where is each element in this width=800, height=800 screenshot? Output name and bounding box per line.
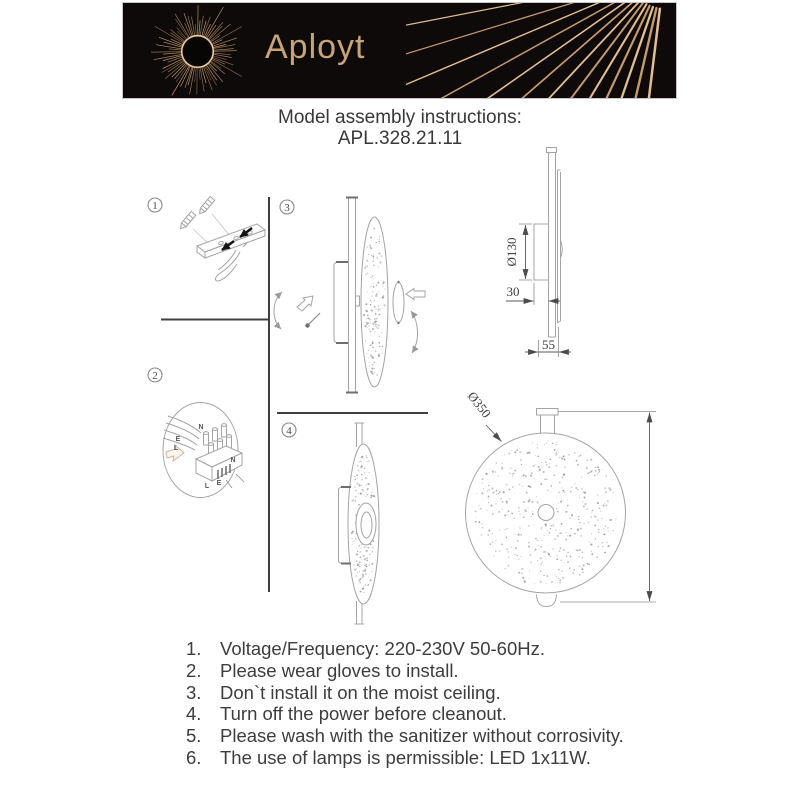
page-title: Model assembly instructions: [278,107,522,128]
step1-panel [148,196,265,281]
step2-badge [148,368,162,382]
wire-label-n-right: N [230,457,236,464]
disc-hole-oval [361,512,372,538]
instruction-text: Please wash with the sanitizer without corrosivity. [220,725,624,747]
instruction-item [186,747,706,769]
wall-anchor-1 [178,211,195,230]
wire-label-n-top: N [198,424,204,431]
step1-badge [148,198,162,212]
rotate-bracket-arrow-icon [274,292,282,329]
dimension-label-30: 30 [506,284,520,299]
wire-label-e-bottom: E [216,480,222,487]
dimension-shade-diameter [465,389,502,442]
front-view-dimension-drawing [465,389,656,607]
terminal-block [196,424,244,488]
push-direction-arrow-icon [406,289,425,300]
shade-center-hole [538,505,554,521]
side-view-dimension-drawing [504,148,571,358]
step3-panel [274,197,425,393]
instruction-number: 5. [186,725,202,747]
dimension-label-350: Ø350 [464,388,495,421]
instructions-list [186,638,706,769]
instruction-item [186,703,706,725]
instruction-number: 1. [186,638,202,659]
instruction-text: Voltage/Frequency: 220-230V 50-60Hz. [220,638,545,659]
step4-number: 4 [286,425,292,437]
instruction-number: 4. [186,703,202,725]
instruction-number: 6. [186,746,202,768]
lamp-side-profile [534,148,562,338]
instruction-text: Don`t install it on the moist ceiling. [220,681,501,703]
step4-panel [282,423,379,624]
instruction-number: 3. [186,681,202,703]
step3-badge [280,200,294,214]
instruction-text: Please wear gloves to install. [220,659,459,681]
anchor-guide-line-2 [212,214,230,236]
instruction-number: 2. [186,659,202,681]
wall-anchor-2 [197,196,214,215]
instruction-text: Turn off the power before cleanout. [220,703,507,725]
diffuser-disc-side [361,217,388,387]
supply-wires [163,416,204,450]
instruction-item [186,725,706,747]
dimension-label-55: 55 [542,337,555,352]
model-code: APL.328.21.11 [337,128,463,149]
instruction-item [186,660,706,682]
mounting-bracket-drawing [197,224,265,258]
brand-name: Aployt [265,28,366,66]
dimension-label-130: Ø130 [504,237,519,267]
dimension-mount-depth [506,283,560,305]
wire-label-l-left: L [173,445,179,452]
step4-badge [282,423,296,437]
step2-panel [148,368,244,498]
anchor-guide-line-1 [193,229,208,243]
step1-number: 1 [152,200,158,212]
mount-bracket-side [334,262,348,343]
decor-ring-side [393,281,404,324]
instruction-item [186,682,706,704]
rotate-ring-arrow-icon [411,311,418,353]
lamp-front-stem [537,409,559,435]
small-direction-arrow-icon [297,296,313,311]
step2-number: 2 [152,370,158,382]
wire-label-e-left: E [175,436,181,443]
wire-label-l-bottom: L [204,483,210,490]
fixing-screw [305,313,320,328]
instruction-text: The use of lamps is permissible: LED 1x11W. [220,746,591,768]
instruction-item [186,638,706,660]
step3-number: 3 [284,202,290,214]
lamp-front-bottom-knob [537,595,557,607]
wall-plate-side [346,197,358,393]
terminal-pins-back [204,424,227,445]
hub-node [356,296,360,306]
dimension-mount-diameter [504,224,532,280]
